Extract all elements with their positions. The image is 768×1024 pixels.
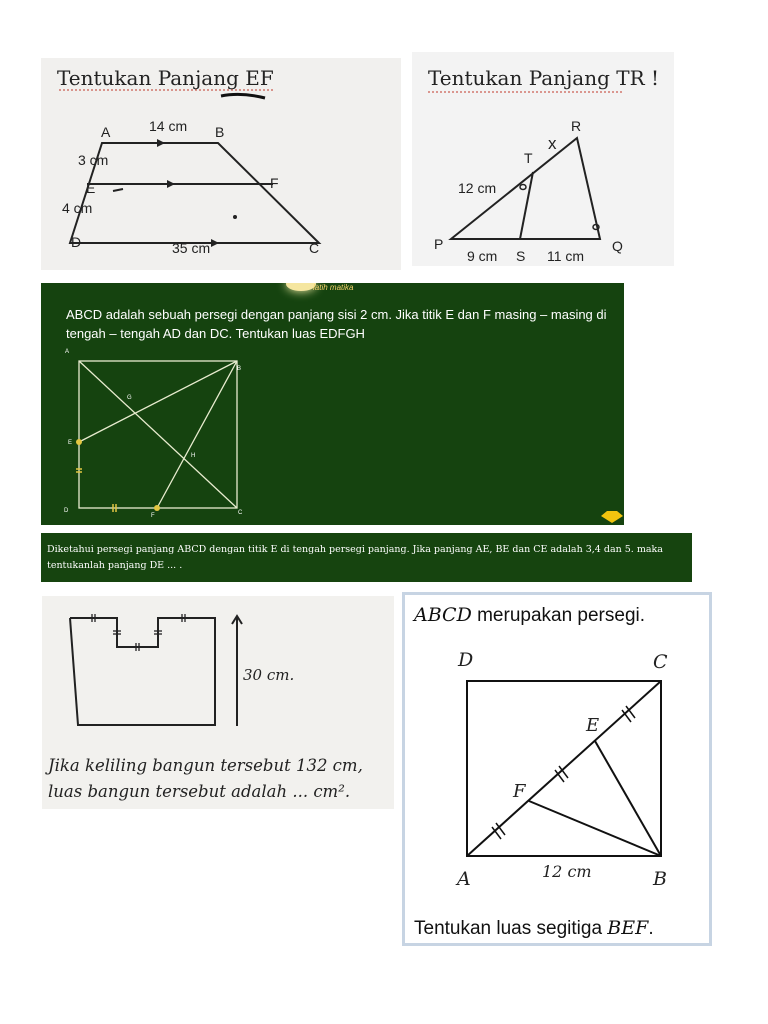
vertex-c-label: C (309, 240, 320, 256)
triangle-figure (412, 52, 674, 266)
vertex-r-label: R (571, 118, 582, 134)
problem-tr-panel (412, 52, 674, 266)
vertex-b-label: B (215, 124, 225, 140)
problem-ef-panel (41, 58, 401, 270)
problem-perimeter-panel (42, 596, 394, 809)
vertex-c-label: C (653, 651, 668, 673)
bottom-length-label: 35 cm (172, 240, 211, 256)
notched-rectangle-figure (42, 596, 394, 809)
pt-length-label: 12 cm (458, 180, 497, 196)
watermark: latih matika (313, 283, 354, 292)
ae-length-label: 3 cm (78, 152, 109, 168)
ed-length-label: 4 cm (62, 200, 93, 216)
vertex-h-label: H (191, 453, 196, 459)
vertex-b-label: B (653, 868, 667, 890)
top-length-label: 14 cm (149, 118, 188, 134)
problem-text: Diketahui persegi panjang ABCD dengan titik E di tengah persegi panjang. Jika panjang AE, BE dan CE adalah 3,4 dan 5. maka tentukanlah panjang DE ... . (47, 544, 663, 571)
question-text (414, 917, 654, 940)
panel-title: Tentukan Panjang TR ! (428, 66, 660, 90)
ps-length-label: 9 cm (467, 248, 498, 264)
vertex-p-label: P (434, 236, 444, 252)
vertex-g-label: G (127, 395, 132, 401)
vertex-f-label: F (270, 175, 279, 191)
question-math: BEF (607, 917, 649, 939)
vertex-a-label: A (457, 868, 471, 890)
problem-text: ABCD adalah sebuah persegi dengan panjang sisi 2 cm. Jika titik E dan F masing – masing di tengah – tengah AD dan DC. Tentukan luas EDFGH (66, 307, 607, 341)
sq-length-label: 11 cm (547, 248, 585, 264)
vertex-d-label: D (71, 234, 82, 250)
panel-title: Tentukan Panjang EF (57, 66, 274, 90)
vertex-q-label: Q (612, 238, 623, 254)
vertex-a-label: A (101, 124, 111, 140)
heading-math: ABCD (414, 604, 472, 626)
problem-bef-panel (402, 592, 712, 946)
vertex-d-label: D (458, 649, 474, 671)
square-figure (41, 283, 624, 525)
vertex-s-label: S (516, 248, 526, 264)
point-e-label: E (586, 715, 600, 736)
vertex-b-label: B (237, 366, 242, 372)
vertex-a-label: A (65, 349, 70, 355)
height-label: 30 cm. (243, 666, 295, 684)
square-triangle-figure (405, 595, 709, 943)
side-ab-label: 12 cm (542, 862, 592, 881)
heading-text: merupakan persegi. (471, 605, 646, 626)
vertex-e-label: E (86, 180, 96, 196)
unknown-x-label: x (548, 134, 557, 153)
vertex-d-label: D (64, 508, 69, 514)
problem-edfgh-panel (41, 283, 624, 525)
vertex-f-label: F (151, 513, 155, 519)
vertex-e-label: E (68, 440, 73, 446)
problem-de-panel (41, 533, 692, 582)
point-f-label: F (513, 781, 526, 802)
vertex-c-label: C (238, 510, 243, 516)
question-line-2: luas bangun tersebut adalah ... cm². (48, 782, 351, 801)
question-end: . (648, 918, 654, 939)
question-line-1: Jika keliling bangun tersebut 132 cm, (48, 756, 363, 775)
vertex-t-label: T (524, 150, 533, 166)
question-prefix: Tentukan luas segitiga (414, 918, 608, 939)
